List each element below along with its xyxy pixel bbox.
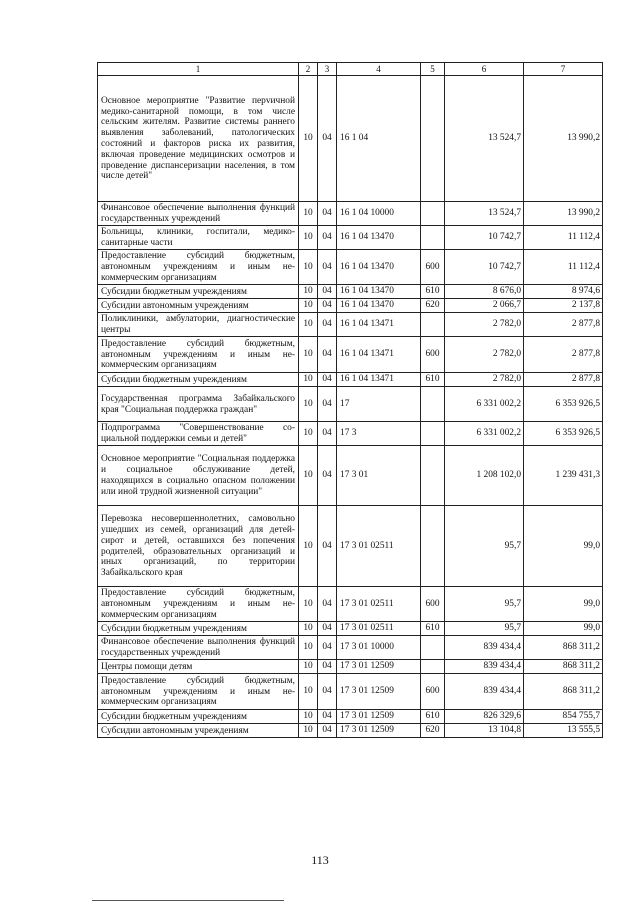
cell-name: Основное мероприятие "Развитие перvичной медико-санитарной помощи, в том числе сельским жителям. Развитие системы раннего выявления заболеваний, патологических состояний и факторов риска их развития, включая проведение медицинских осмотров и проведение диспансеризации населения, в том числе детей": [98, 76, 299, 202]
cell-name: Центры помощи детям: [98, 660, 299, 674]
table-row: [98, 636, 603, 660]
cell-vr: [421, 506, 445, 587]
table-row: [98, 660, 603, 674]
cell-csr: 17 3: [337, 422, 421, 446]
cell-rz: 10: [299, 285, 318, 299]
cell-y2: 11 112,4: [524, 226, 603, 250]
col-header-2: 2: [299, 63, 318, 76]
cell-rz: 10: [299, 724, 318, 738]
cell-y1: 6 331 002,2: [445, 422, 524, 446]
cell-y2: 854 755,7: [524, 710, 603, 724]
cell-vr: 600: [421, 587, 445, 622]
table-row: [98, 337, 603, 373]
cell-y2: 8 974,6: [524, 285, 603, 299]
cell-csr: 16 1 04 13470: [337, 299, 421, 313]
cell-name: Предоставление субсидий бюджетным, автономным учреждениям и иным некоммерческим организациям: [98, 337, 299, 373]
cell-rz: 10: [299, 373, 318, 387]
cell-vr: [421, 387, 445, 422]
cell-y1: 95,7: [445, 622, 524, 636]
cell-pr: 04: [318, 387, 337, 422]
table-row: [98, 446, 603, 506]
cell-rz: 10: [299, 387, 318, 422]
cell-y2: 2 877,8: [524, 313, 603, 337]
cell-vr: 600: [421, 674, 445, 710]
page-number: 113: [311, 853, 329, 867]
cell-name: Субсидии бюджетным учреждениям: [98, 285, 299, 299]
cell-y1: 2 782,0: [445, 337, 524, 373]
cell-csr: 16 1 04 13471: [337, 337, 421, 373]
cell-rz: 10: [299, 226, 318, 250]
cell-rz: 10: [299, 76, 318, 202]
cell-y1: 13 104,8: [445, 724, 524, 738]
cell-y1: 95,7: [445, 587, 524, 622]
cell-rz: 10: [299, 422, 318, 446]
cell-y1: 6 331 002,2: [445, 387, 524, 422]
cell-csr: 17 3 01 12509: [337, 724, 421, 738]
table-row: [98, 373, 603, 387]
cell-csr: 17 3 01 02511: [337, 506, 421, 587]
cell-pr: 04: [318, 285, 337, 299]
cell-csr: 17: [337, 387, 421, 422]
table-row: [98, 587, 603, 622]
cell-pr: 04: [318, 226, 337, 250]
cell-name: Государственная программа Забайкальского края "Социальная поддержка граждан": [98, 387, 299, 422]
cell-y2: 11 112,4: [524, 250, 603, 285]
cell-pr: 04: [318, 76, 337, 202]
cell-rz: 10: [299, 337, 318, 373]
cell-name: Поликлиники, амбулатории, диагностические центры: [98, 313, 299, 337]
cell-rz: 10: [299, 587, 318, 622]
cell-vr: 610: [421, 710, 445, 724]
cell-rz: 10: [299, 446, 318, 506]
cell-vr: 610: [421, 285, 445, 299]
cell-y1: 10 742,7: [445, 250, 524, 285]
cell-y2: 6 353 926,5: [524, 422, 603, 446]
cell-y1: 839 434,4: [445, 636, 524, 660]
cell-rz: 10: [299, 506, 318, 587]
table-row: [98, 313, 603, 337]
table-row: [98, 76, 603, 202]
cell-name: Предоставление субсидий бюджетным, автономным учреждениям и иным некоммерческим организациям: [98, 587, 299, 622]
cell-name: Субсидии бюджетным учреждениям: [98, 622, 299, 636]
cell-csr: 17 3 01 12509: [337, 674, 421, 710]
cell-rz: 10: [299, 660, 318, 674]
cell-vr: [421, 446, 445, 506]
table-row: [98, 422, 603, 446]
table-row: [98, 724, 603, 738]
cell-name: Финансовое обеспечение выполнения функций государственных учреждений: [98, 636, 299, 660]
cell-pr: 04: [318, 506, 337, 587]
cell-y2: 99,0: [524, 506, 603, 587]
cell-y2: 2 877,8: [524, 373, 603, 387]
table-row: [98, 299, 603, 313]
cell-name: Субсидии автономным учреждениям: [98, 724, 299, 738]
cell-y2: 868 311,2: [524, 674, 603, 710]
col-header-6: 6: [445, 63, 524, 76]
cell-pr: 04: [318, 373, 337, 387]
cell-vr: 610: [421, 373, 445, 387]
cell-name: Субсидии автономным учреждениям: [98, 299, 299, 313]
cell-y1: 2 782,0: [445, 313, 524, 337]
cell-y2: 868 311,2: [524, 636, 603, 660]
table-row: [98, 226, 603, 250]
cell-name: Основное мероприятие "Социальная поддержка и социальное обслуживание детей, находящихся в социально опасном положении или иной трудной жизненной ситуации": [98, 446, 299, 506]
cell-csr: 16 1 04 13470: [337, 250, 421, 285]
cell-csr: 17 3 01 10000: [337, 636, 421, 660]
cell-y2: 2 877,8: [524, 337, 603, 373]
cell-rz: 10: [299, 674, 318, 710]
cell-rz: 10: [299, 313, 318, 337]
budget-table: [97, 62, 603, 738]
table-row: [98, 285, 603, 299]
col-header-3: 3: [318, 63, 337, 76]
cell-pr: 04: [318, 299, 337, 313]
cell-rz: 10: [299, 202, 318, 226]
cell-vr: [421, 76, 445, 202]
cell-vr: [421, 226, 445, 250]
cell-pr: 04: [318, 724, 337, 738]
cell-vr: [421, 313, 445, 337]
cell-y2: 13 555,5: [524, 724, 603, 738]
cell-y1: 826 329,6: [445, 710, 524, 724]
table-row: [98, 202, 603, 226]
cell-vr: [421, 636, 445, 660]
col-header-4: 4: [337, 63, 421, 76]
cell-name: Перевозка несовершеннолетних, самовольно ушедших из семей, организаций для детей-сирот и детей, оставшихся без попечения родителей, образовательных организаций и иных организаций, по территории Забайкальского края: [98, 506, 299, 587]
table-row: [98, 710, 603, 724]
table-row: [98, 622, 603, 636]
cell-rz: 10: [299, 622, 318, 636]
cell-vr: 600: [421, 250, 445, 285]
cell-csr: 16 1 04 13470: [337, 226, 421, 250]
cell-csr: 16 1 04 10000: [337, 202, 421, 226]
cell-vr: 610: [421, 622, 445, 636]
cell-pr: 04: [318, 337, 337, 373]
cell-rz: 10: [299, 299, 318, 313]
cell-csr: 17 3 01 02511: [337, 622, 421, 636]
cell-csr: 17 3 01 12509: [337, 710, 421, 724]
cell-pr: 04: [318, 674, 337, 710]
table-row: [98, 250, 603, 285]
cell-name: Подпрограмма "Совершенствование социальной поддержки семьи и детей": [98, 422, 299, 446]
col-header-7: 7: [524, 63, 603, 76]
cell-rz: 10: [299, 250, 318, 285]
cell-y1: 8 676,0: [445, 285, 524, 299]
cell-pr: 04: [318, 313, 337, 337]
cell-name: Финансовое обеспечение выполнения функций государственных учреждений: [98, 202, 299, 226]
table-row: [98, 506, 603, 587]
cell-pr: 04: [318, 446, 337, 506]
cell-pr: 04: [318, 202, 337, 226]
cell-vr: [421, 422, 445, 446]
cell-pr: 04: [318, 660, 337, 674]
cell-y1: 1 208 102,0: [445, 446, 524, 506]
cell-y1: 13 524,7: [445, 76, 524, 202]
cell-pr: 04: [318, 250, 337, 285]
cell-rz: 10: [299, 636, 318, 660]
cell-csr: 16 1 04 13470: [337, 285, 421, 299]
cell-y1: 2 782,0: [445, 373, 524, 387]
table-row: [98, 387, 603, 422]
cell-y2: 13 990,2: [524, 202, 603, 226]
cell-y1: 839 434,4: [445, 660, 524, 674]
cell-csr: 17 3 01 12509: [337, 660, 421, 674]
cell-name: Больницы, клиники, госпитали, медико-санитарные части: [98, 226, 299, 250]
cell-csr: 17 3 01: [337, 446, 421, 506]
cell-y2: 13 990,2: [524, 76, 603, 202]
col-header-5: 5: [421, 63, 445, 76]
cell-vr: [421, 202, 445, 226]
cell-y2: 2 137,8: [524, 299, 603, 313]
table-row: [98, 674, 603, 710]
column-number-row: [98, 63, 603, 76]
cell-name: Предоставление субсидий бюджетным, автономным учреждениям и иным некоммерческим организациям: [98, 250, 299, 285]
cell-csr: 16 1 04: [337, 76, 421, 202]
cell-rz: 10: [299, 710, 318, 724]
cell-y2: 99,0: [524, 587, 603, 622]
cell-y2: 99,0: [524, 622, 603, 636]
cell-y2: 1 239 431,3: [524, 446, 603, 506]
cell-vr: 600: [421, 337, 445, 373]
cell-name: Предоставление субсидий бюджетным, автономным учреждениям и иным некоммерческим организациям: [98, 674, 299, 710]
col-header-1: 1: [98, 63, 299, 76]
cell-y1: 13 524,7: [445, 202, 524, 226]
cell-y1: 2 066,7: [445, 299, 524, 313]
cell-csr: 17 3 01 02511: [337, 587, 421, 622]
cell-pr: 04: [318, 710, 337, 724]
cell-csr: 16 1 04 13471: [337, 313, 421, 337]
cell-y2: 868 311,2: [524, 660, 603, 674]
cell-pr: 04: [318, 622, 337, 636]
cell-y1: 95,7: [445, 506, 524, 587]
cell-vr: 620: [421, 299, 445, 313]
cell-vr: [421, 660, 445, 674]
cell-vr: 620: [421, 724, 445, 738]
cell-csr: 16 1 04 13471: [337, 373, 421, 387]
cell-name: Субсидии бюджетным учреждениям: [98, 373, 299, 387]
footer-rule: [92, 900, 284, 901]
cell-name: Субсидии бюджетным учреждениям: [98, 710, 299, 724]
cell-y1: 10 742,7: [445, 226, 524, 250]
cell-pr: 04: [318, 422, 337, 446]
table-body: [98, 76, 603, 738]
cell-y2: 6 353 926,5: [524, 387, 603, 422]
cell-y1: 839 434,4: [445, 674, 524, 710]
cell-pr: 04: [318, 636, 337, 660]
cell-pr: 04: [318, 587, 337, 622]
